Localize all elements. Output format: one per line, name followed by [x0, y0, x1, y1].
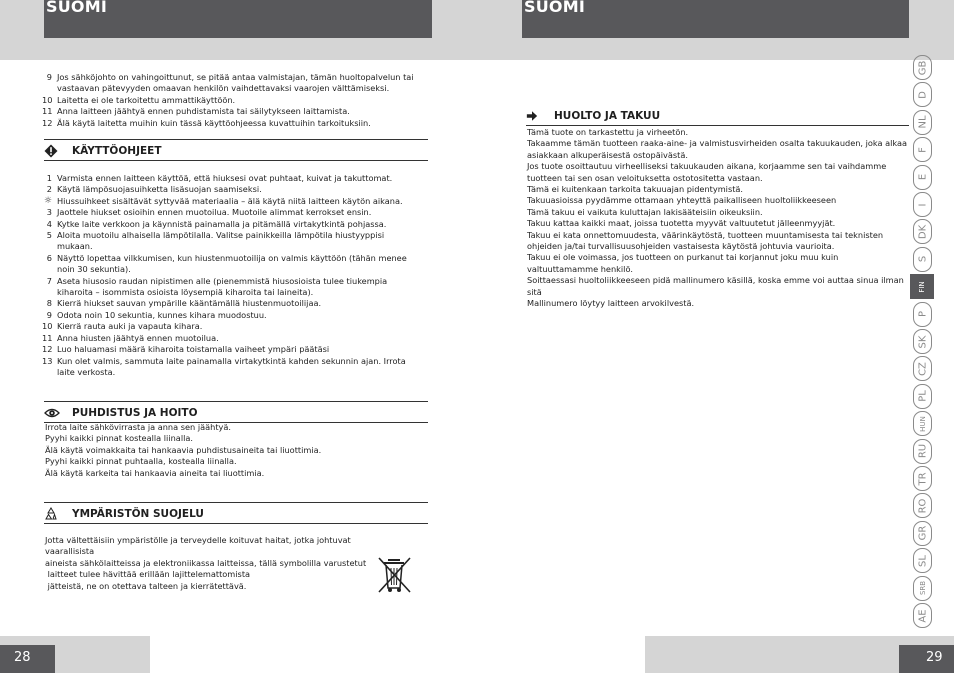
instructions-list [42, 173, 410, 378]
item-number: 2 [46, 184, 52, 195]
text-line: Pyyhi kaikki pinnat kostealla liinalla. [45, 433, 193, 444]
right-header-bar [522, 0, 909, 38]
list-item [42, 298, 410, 309]
environment-text [45, 535, 385, 592]
text-line: laitteet tulee hävittää erillään lajittelemattomista [45, 569, 251, 580]
arrow-right-icon [526, 110, 538, 122]
item-number: 10 [42, 94, 53, 105]
item-number: 11 [42, 332, 53, 343]
text-line: Jos tuote osoittautuu virheelliseksi takuukauden aikana, korjaamme sen tai vaihdamme [527, 161, 887, 172]
list-item [42, 95, 432, 106]
language-tab-label: S [917, 256, 928, 263]
warranty-heading [526, 108, 909, 126]
item-number: 9 [46, 309, 52, 320]
language-tab-nl[interactable] [913, 110, 932, 135]
cleaning-heading [44, 401, 428, 423]
list-item [42, 118, 432, 129]
item-text: Kytke laite verkkoon ja käynnistä painamalla ja pitämällä virtakytkintä pohjassa. [57, 218, 387, 229]
text-line: Takuu ei kata onnettomuudesta, väärinkäytöstä, tuotteen muuntamisesta tai teknisten [527, 229, 884, 240]
language-tab-label: SRB [918, 581, 927, 596]
language-tab-label: D [917, 91, 928, 99]
language-tab-sk[interactable] [913, 329, 932, 354]
item-number: 6 [46, 252, 52, 263]
instructions-title: KÄYTTÖOHJEET [72, 145, 162, 157]
language-tab-f[interactable] [913, 137, 932, 162]
text-line: Irrota laite sähkövirrasta ja anna sen jäähtyä. [45, 422, 232, 432]
left-header-bar [44, 0, 432, 38]
language-tab-i[interactable] [913, 192, 932, 217]
list-item [42, 72, 432, 95]
language-tab-label: FIN [918, 281, 926, 293]
left-page-number: 28 [0, 645, 55, 673]
eye-icon [44, 406, 60, 420]
item-number: 9 [46, 72, 52, 82]
list-item [42, 310, 410, 321]
list-item [42, 106, 432, 117]
item-number: 13 [42, 355, 53, 366]
language-tab-gr[interactable] [913, 521, 932, 546]
language-tab-p[interactable] [913, 302, 932, 327]
language-tab-srb[interactable] [913, 576, 932, 601]
language-tab-e[interactable] [913, 165, 932, 190]
item-number: 8 [46, 298, 52, 309]
list-item [42, 184, 410, 195]
item-number: 10 [42, 321, 53, 332]
item-text: Näyttö lopettaa vilkkumisen, kun hiustenmuotoilija on valmis käyttöön (tähän menee noin 30 sekuntia). [57, 252, 407, 275]
item-number: 12 [42, 344, 53, 355]
warranty-title: HUOLTO JA TAKUU [554, 110, 661, 122]
right-page-title: SUOMI [524, 0, 585, 16]
language-tab-sl[interactable] [913, 548, 932, 573]
language-tab-label: NL [917, 115, 928, 129]
language-tab-label: CZ [917, 361, 928, 376]
text-line: Jotta vältettäisiin ympäristölle ja terveydelle koituvat haitat, jotka johtuvat vaarallisista [45, 535, 354, 557]
instructions-heading [44, 139, 428, 161]
language-tab-label: GB [917, 60, 928, 75]
item-text: Aseta hiusosio raudan nipistimen alle (pienemmistä hiusosioista tulee tiukempia kiharoita – isommista osioista löysempiä kiharoita tai laineita). [57, 275, 388, 298]
list-item [42, 173, 410, 184]
item-text: Varmista ennen laitteen käyttöä, että hiuksesi ovat puhtaat, kuivat ja takuttomat. [57, 173, 393, 183]
list-item [42, 276, 410, 299]
recycle-icon [44, 507, 58, 521]
language-tab-dk[interactable] [913, 219, 932, 244]
language-tab-label: GR [917, 525, 928, 541]
text-line: Älä käytä karkeita tai hankaavia aineita tai liuottimia. [45, 467, 265, 478]
language-tab-label: RO [917, 498, 928, 514]
item-number: 3 [46, 207, 52, 218]
text-line: sitä [527, 286, 542, 297]
language-tab-label: AE [917, 608, 928, 623]
environment-title: YMPÄRISTÖN SUOJELU [72, 508, 204, 520]
text-line: Mallinumero löytyy laitteen arvokilvestä. [527, 298, 695, 309]
list-item [42, 219, 410, 230]
warranty-text [527, 127, 911, 310]
item-number: 1 [46, 173, 52, 183]
text-line: Pyyhi kaikki pinnat puhtaalla, kostealla liinalla. [45, 456, 237, 467]
language-tab-tr[interactable] [913, 466, 932, 491]
text-line: ohjeiden ja/tai turvallisuusohjeiden vastaisesta käytöstä johtuvia vaurioita. [527, 241, 835, 252]
language-tab-ro[interactable] [913, 493, 932, 518]
text-line: aineista sähkölaitteissa ja elektroniikassa laitteissa, tällä symbolilla varustetut [45, 557, 367, 568]
text-line: asiakkaan alkuperäisestä ostopäivästä. [527, 149, 688, 160]
warning-sun-icon: ☼ [43, 195, 52, 206]
item-text: Jos sähköjohto on vahingoittunut, se pitää antaa valmistajan, tämän huoltopalvelun tai vastaavan pätevyyden omaavan henkilön vaihdettavaksi vaarojen välttämiseksi. [57, 72, 414, 94]
language-tab-ru[interactable] [913, 439, 932, 464]
language-tab-fin[interactable] [910, 274, 934, 299]
language-tab-label: RU [917, 443, 928, 459]
exclamation-icon [44, 144, 58, 158]
text-line: Tämä takuu ei vaikuta kuluttajan lakisääteisiin oikeuksiin. [527, 206, 763, 217]
left-page-title: SUOMI [46, 0, 107, 16]
item-text: Kun olet valmis, sammuta laite painamalla virtakytkintä kahden sekunnin ajan. Irrota laite verkosta. [57, 355, 406, 377]
item-number: 11 [42, 106, 53, 117]
text-line: Tämä ei kuitenkaan tarkoita takuuajan pidentymistä. [527, 184, 744, 195]
environment-heading [44, 502, 428, 524]
right-page-number: 29 [899, 645, 954, 673]
list-item [42, 230, 410, 253]
list-item [42, 321, 410, 332]
item-text: Kierrä hiukset sauvan ympärille kääntämällä hiustenmuotoilijaa. [57, 298, 322, 309]
language-tab-d[interactable] [913, 82, 932, 107]
crossed-bin-icon [376, 555, 414, 595]
list-item [42, 356, 410, 379]
text-line: Takaamme tämän tuotteen raaka-aine- ja valmistusvirheiden osalta takuukauden, joka alkaa [527, 138, 908, 149]
language-tab-hun[interactable] [913, 411, 932, 436]
item-text: Anna hiusten jäähtyä ennen muotoilua. [57, 332, 219, 343]
text-line: Tämä tuote on tarkastettu ja virheetön. [527, 127, 689, 137]
item-text: Anna laitteen jäähtyä ennen puhdistamista tai säilytykseen laittamista. [57, 106, 350, 117]
text-line: jätteistä, ne on otettava talteen ja kierrätettävä. [45, 580, 247, 591]
language-tab-label: DK [917, 224, 928, 240]
item-text: Luo haluamasi määrä kiharoita toistamalla vaiheet ympäri päätäsi [57, 344, 330, 355]
language-tab-label: E [917, 173, 928, 181]
language-tab-label: SL [917, 554, 928, 567]
language-tab-label: SK [917, 335, 928, 348]
list-item [42, 207, 410, 218]
list-item [42, 253, 410, 276]
cleaning-title: PUHDISTUS JA HOITO [72, 407, 198, 419]
item-text: Käytä lämpösuojasuihketta lisäsuojan saamiseksi. [57, 184, 262, 195]
language-tab-ae[interactable] [913, 603, 932, 628]
language-tab-label: P [917, 311, 928, 318]
language-tab-pl[interactable] [913, 384, 932, 409]
item-number: 12 [42, 117, 53, 128]
list-item [42, 344, 410, 355]
language-tab-s[interactable] [913, 247, 932, 272]
text-line: Takuu kattaa kaikki maat, joissa tuotetta myyvät valtuutetut jälleenmyyjät. [527, 218, 836, 229]
language-tab-label: PL [917, 390, 928, 403]
list-item [42, 196, 410, 207]
list-item [42, 333, 410, 344]
item-text: Jaottele hiukset osioihin ennen muotoilua. Muotoile alimmat kerrokset ensin. [57, 207, 372, 218]
item-text: Aloita muotoilu alhaisella lämpötilalla. Valitse painikkeilla lämpötila hiustyyppisi mukaan. [57, 230, 385, 252]
text-line: Takuu ei ole voimassa, jos tuotteen on purkanut tai korjannut joku muu kuin [527, 252, 839, 263]
language-tab-label: TR [917, 471, 928, 486]
text-line: Takuuasioissa pyydämme ottamaan yhteyttä paikalliseen huoltoliikkeeseen [527, 195, 837, 206]
item-number: 7 [46, 275, 52, 286]
item-number: 5 [46, 230, 52, 241]
item-text: Älä käytä laitetta muihin kuin tässä käyttöohjeessa kuvattuihin tarkoituksiin. [57, 117, 371, 128]
item-text: Hiussuihkeet sisältävät syttyvää materiaalia – älä käytä niitä laitteen käytön aikana. [57, 195, 403, 206]
safety-list [42, 72, 432, 129]
language-tab-label: F [917, 146, 928, 153]
language-tab-gb[interactable] [913, 55, 932, 80]
item-text: Kierrä rauta auki ja vapauta kihara. [57, 321, 203, 332]
item-number: 4 [46, 218, 52, 229]
item-text: Laitetta ei ole tarkoitettu ammattikäyttöön. [57, 94, 236, 105]
language-tab-label: HUN [918, 415, 927, 432]
text-line: Älä käytä voimakkaita tai hankaavia puhdistusaineita tai liuottimia. [45, 444, 322, 455]
language-tab-cz[interactable] [913, 356, 932, 381]
text-line: tuotteen tai sen osan veloituksetta ostotositetta vastaan. [527, 172, 763, 183]
text-line: Soittaessasi huoltoliikkeeseen pidä mallinumero käsillä, koska emme voi auttaa sinua ilman [527, 275, 904, 286]
item-text: Odota noin 10 sekuntia, kunnes kihara muodostuu. [57, 309, 267, 320]
language-tab-label: I [917, 203, 928, 206]
cleaning-text [45, 422, 425, 479]
text-line: valtuuttamamme henkilö. [527, 263, 633, 274]
